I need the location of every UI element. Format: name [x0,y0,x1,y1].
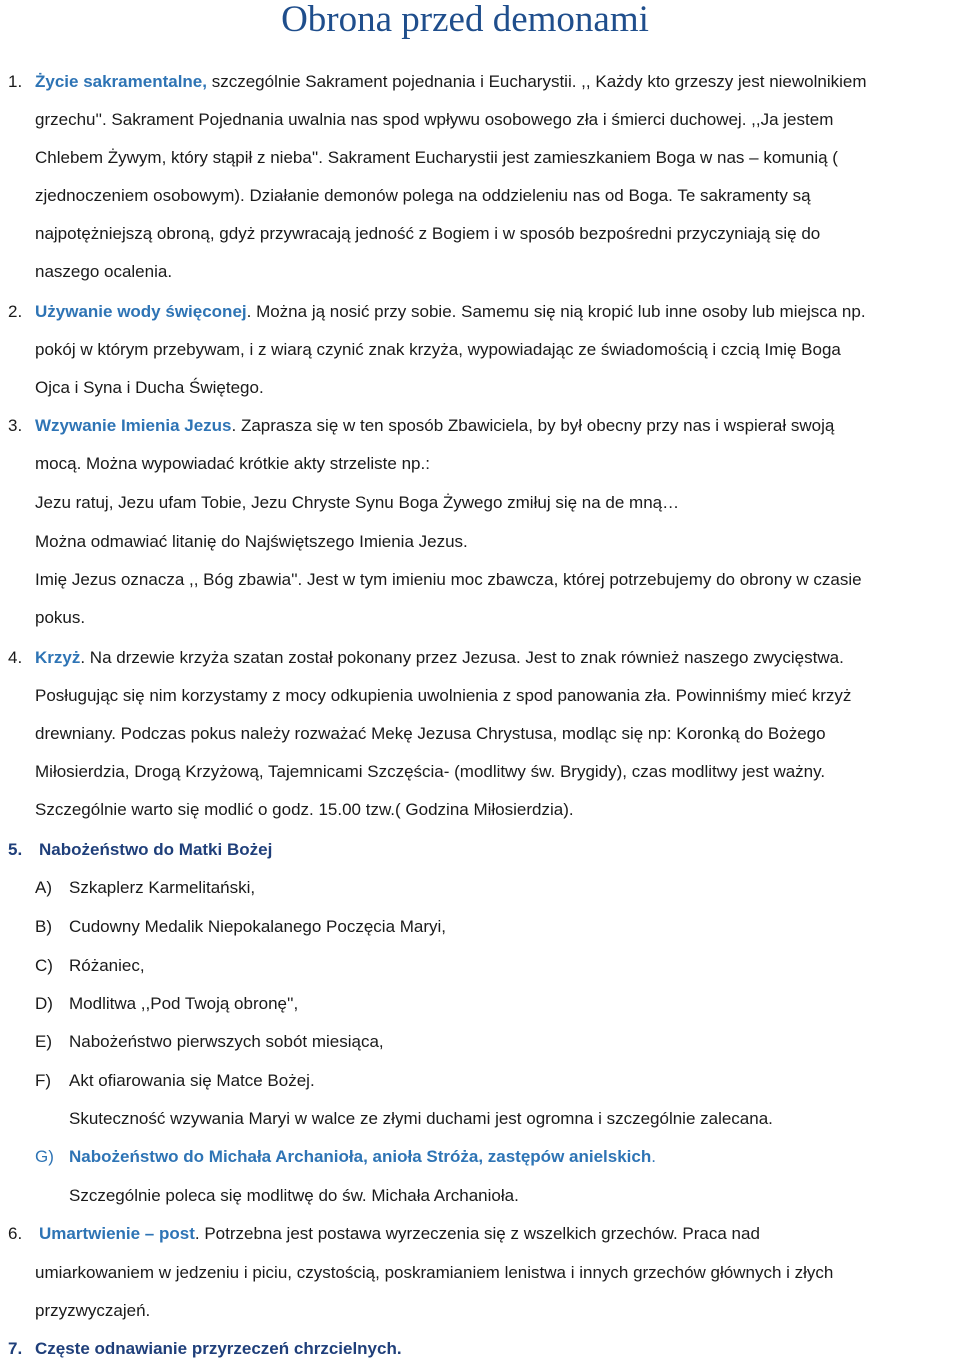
list-label: F) [35,1071,52,1090]
section-text: Chlebem Żywym, który stąpił z nieba''. Sakrament Eucharystii jest zamieszkaniem Boga w nas – komunią ( [35,148,838,167]
section-text: Ojca i Syna i Ducha Świętego. [35,378,264,397]
section-text: przyzwyczajeń. [35,1301,151,1320]
prayer-text: Jezu ratuj, Jezu ufam Tobie, Jezu Chryste Synu Boga Żywego zmiłuj się na de mną… [35,493,680,512]
section-text: pokus. [35,608,86,627]
list-text: Akt ofiarowania się Matce Bożej. [69,1071,315,1090]
section-text: naszego ocalenia. [35,262,173,281]
section-number: 3. [8,416,23,435]
list-label: G) [35,1147,54,1166]
section-text: drewniany. Podczas pokus należy rozważać Mekę Jezusa Chrystusa, modląc się np: Koronką do Bożego [35,724,826,743]
section-heading: Nabożeństwo do Matki Bożej [39,840,273,859]
list-text: Szkaplerz Karmelitański, [69,878,256,897]
section-text: pokój w którym przebywam, i z wiarą czynić znak krzyża, wypowiadając ze świadomością i czcią Imię Boga [35,340,841,359]
page-title: Obrona przed demonami [281,0,649,40]
section-text: Posługując się nim korzystamy z mocy odkupienia uwolnienia z spod panowania zła. Powinniśmy mieć krzyż [35,686,852,705]
section-number: 4. [8,648,23,667]
list-label: C) [35,956,53,975]
section-text: umiarkowaniem w jedzeniu i piciu, czystością, poskramianiem lenistwa i innych grzechów głównych i złych [35,1263,834,1282]
list-heading: Nabożeństwo do Michała Archanioła, anioła Stróża, zastępów anielskich [69,1147,652,1166]
section-text: zjednoczeniem osobowym). Działanie demonów polega na oddzieleniu nas od Boga. Te sakramenty są [35,186,811,205]
list-text: Cudowny Medalik Niepokalanego Poczęcia Maryi, [69,917,447,936]
section-text: . Można ją nosić przy sobie. Samemu się nią kropić lub inne osoby lub miejsca np. [246,302,866,321]
section-text: Imię Jezus oznacza ,, Bóg zbawia''. Jest w tym imieniu moc zbawcza, której potrzebujemy do obrony w czasie [35,570,862,589]
section-number: 7. [8,1339,23,1358]
section-heading: Częste odnawianie przyrzeczeń chrzcielnych. [35,1339,402,1358]
section-text: . Potrzebna jest postawa wyrzeczenia się z wszelkich grzechów. Praca nad [194,1224,760,1243]
litany-text: Można odmawiać litanię do Najświętszego Imienia Jezus. [35,532,468,551]
section-number: 6. [8,1224,23,1243]
section-heading: Używanie wody święconej [35,302,247,321]
section-heading: Wzywanie Imienia Jezus [35,416,232,435]
section-text: najpotężniejszą obroną, gdyż przywracają jedność z Bogiem i w sposób bezpośredni przyczyniają się do [35,224,821,243]
section-heading: Krzyż [35,648,81,667]
list-label: A) [35,878,52,897]
section-number: 1. [8,72,23,91]
section-text: . Na drzewie krzyża szatan został pokonany przez Jezusa. Jest to znak również naszego zwycięstwa. [80,648,844,667]
list-heading-dot: . [651,1147,656,1166]
list-label: D) [35,994,53,1013]
section-text: Szczególnie warto się modlić o godz. 15.00 tzw.( Godzina Miłosierdzia). [35,800,574,819]
section-heading: Umartwienie – post [39,1224,195,1243]
section-text: . Zaprasza się w ten sposób Zbawiciela, by był obecny przy nas i wspierał swoją [231,416,835,435]
list-text: Modlitwa ,,Pod Twoją obronę'', [69,994,299,1013]
list-text: Różaniec, [69,956,145,975]
section-text: grzechu''. Sakrament Pojednania uwalnia nas spod wpływu osobowego zła i śmierci duchowej. ,,Ja jestem [35,110,834,129]
section-text: szczególnie Sakrament pojednania i Eucharystii. ,, Każdy kto grzeszy jest niewolnikiem [206,72,867,91]
section-text: Szczególnie poleca się modlitwę do św. Michała Archanioła. [69,1186,519,1205]
section-text: Miłosierdzia, Drogą Krzyżową, Tajemnicami Szczęścia- (modlitwy św. Brygidy), czas modlitwy jest ważny. [35,762,826,781]
section-note: Skuteczność wzywania Maryi w walce ze złymi duchami jest ogromna i szczególnie zalecana. [69,1109,773,1128]
section-number: 2. [8,302,23,321]
list-text: Nabożeństwo pierwszych sobót miesiąca, [69,1032,384,1051]
section-heading: Życie sakramentalne, [35,72,207,91]
list-label: E) [35,1032,52,1051]
list-label: B) [35,917,52,936]
section-text: mocą. Można wypowiadać krótkie akty strzeliste np.: [35,454,430,473]
section-number: 5. [8,840,23,859]
